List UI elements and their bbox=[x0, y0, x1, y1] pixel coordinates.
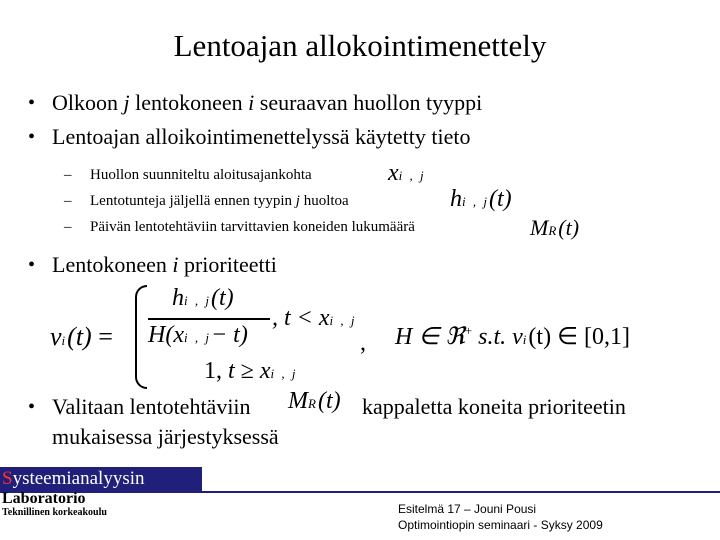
bullet-1-text-c: seuraavan huollon tyyppi bbox=[254, 90, 483, 115]
brand-first-letter: S bbox=[2, 468, 13, 489]
math-v-sub: i bbox=[522, 332, 529, 347]
math-minus-t: − t) bbox=[210, 322, 248, 348]
math-sub-ij: i , j bbox=[462, 194, 489, 209]
math-H-set: H ∈ ℜ bbox=[395, 324, 465, 350]
bullet-1-text-a: Olkoon bbox=[52, 90, 124, 115]
math-t: (t) bbox=[67, 322, 92, 351]
math-t: (t) bbox=[317, 388, 341, 414]
math-h: h bbox=[450, 186, 462, 212]
formula-set bbox=[395, 322, 630, 351]
formula-lhs bbox=[50, 322, 113, 352]
math-R: R bbox=[548, 223, 559, 238]
dash-icon: – bbox=[64, 193, 72, 209]
math-sub-ij: i , j bbox=[184, 293, 211, 308]
bullet-3-i: i bbox=[172, 252, 179, 277]
math-t: (t) bbox=[210, 285, 234, 311]
bullet-dot-icon: • bbox=[28, 126, 36, 148]
bullet-4-b: kappaletta koneita prioriteetin bbox=[362, 394, 626, 419]
math-R: R bbox=[308, 396, 318, 411]
math-t: (t) bbox=[558, 215, 580, 240]
math-plus: + bbox=[464, 323, 473, 338]
footer-school: Teknillinen korkeakoulu bbox=[2, 507, 107, 518]
formula-comma: , bbox=[360, 330, 366, 356]
brand-rest: ysteemianalyysin bbox=[12, 468, 145, 489]
math-sub-ij: i , j bbox=[270, 366, 298, 381]
footer-divider bbox=[0, 491, 720, 493]
footer-line-1: Esitelmä 17 – Jouni Pousi bbox=[398, 502, 537, 516]
bullet-1-j: j bbox=[123, 90, 130, 115]
bullet-4-line2: mukaisessa järjestyksessä bbox=[52, 424, 279, 449]
sub-bullet-2 bbox=[90, 193, 349, 210]
bullet-3-a: Lentokoneen bbox=[52, 252, 173, 277]
math-cond-1: , t < x bbox=[272, 305, 330, 331]
bullet-4-a: Valitaan lentotehtäviin bbox=[52, 394, 251, 419]
dash-icon: – bbox=[64, 167, 72, 183]
math-sub-ij: i , j bbox=[183, 330, 211, 345]
formula-denominator bbox=[148, 322, 248, 349]
footer-line-2: Optimointiopin seminaari - Syksy 2009 bbox=[398, 518, 603, 532]
math-sub-ij: i , j bbox=[329, 313, 357, 328]
math-v: v bbox=[50, 322, 62, 351]
fraction-bar bbox=[148, 318, 270, 320]
formula-condition-1 bbox=[272, 305, 357, 332]
math-equals: = bbox=[98, 322, 113, 351]
sub-bullet-1: Huollon suunniteltu aloitusajankohta bbox=[90, 167, 312, 183]
formula-condition-2 bbox=[204, 358, 297, 385]
bullet-dot-icon: • bbox=[28, 254, 36, 276]
bullet-3-b: prioriteetti bbox=[178, 252, 277, 277]
bullet-dot-icon: • bbox=[28, 92, 36, 114]
bullet-dot-icon: • bbox=[28, 396, 36, 418]
math-range: (t) ∈ [0,1] bbox=[528, 324, 630, 350]
math-x-ij bbox=[388, 160, 426, 187]
math-st: s.t. v bbox=[478, 324, 523, 350]
bullet-3 bbox=[52, 252, 277, 278]
bullet-2: Lentoajan alloikointimenettelyssä käytetty tieto bbox=[52, 124, 471, 149]
footer-lab: Laboratorio bbox=[2, 490, 86, 507]
bullet-1-i: i bbox=[248, 90, 255, 115]
formula-numerator bbox=[172, 285, 234, 312]
math-sub-ij: i , j bbox=[398, 168, 426, 183]
dash-icon: – bbox=[64, 219, 72, 235]
bullet-1 bbox=[52, 90, 482, 116]
sub-bullet-2-j: j bbox=[295, 193, 300, 209]
brand-banner bbox=[0, 467, 202, 491]
math-one: 1, bbox=[204, 358, 222, 384]
math-MR-t bbox=[288, 388, 341, 415]
math-cond-2: t ≥ x bbox=[228, 358, 271, 384]
math-h: h bbox=[172, 285, 184, 311]
bullet-1-text-b: lentokoneen bbox=[129, 90, 249, 115]
formula-brace bbox=[135, 285, 147, 389]
math-t: (t) bbox=[488, 186, 512, 212]
sub-bullet-2-a: Lentotunteja jäljellä ennen tyypin bbox=[90, 193, 296, 209]
math-v-sub: i bbox=[61, 333, 68, 348]
math-MR-t bbox=[530, 215, 579, 241]
math-h-ij-t bbox=[450, 186, 512, 213]
slide-title: Lentoajan allokointimenettely bbox=[173, 28, 547, 63]
math-M: M bbox=[288, 388, 308, 414]
math-x: x bbox=[388, 160, 399, 186]
sub-bullet-3: Päivän lentotehtäviin tarvittavien koneiden lukumäärä bbox=[90, 219, 415, 235]
sub-bullet-2-b: huoltoa bbox=[299, 193, 349, 209]
math-M: M bbox=[530, 215, 549, 240]
math-H: H(x bbox=[148, 322, 184, 348]
